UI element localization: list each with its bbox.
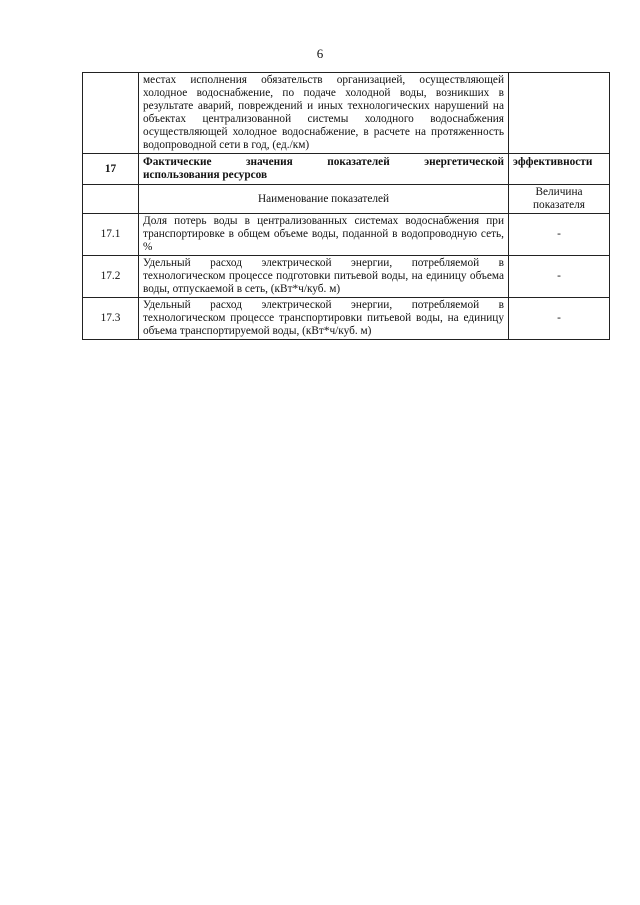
row-value: - [509,298,610,340]
row-number: 17.3 [83,298,139,340]
section-title-line1-end: эффективности [513,156,593,168]
continuation-value-cell [509,73,610,154]
continuation-row [83,73,610,154]
row-text: Удельный расход электрической энергии, потребляемой в технологическом процессе транспортировки питьевой воды, на единицу объема транспортируемой воды, (кВт*ч/куб. м) [139,298,509,340]
table-row [83,298,610,340]
section-number: 17 [83,154,139,185]
column-header-name: Наименование показателей [139,185,509,214]
section-title-line1: Фактические значения показателей энергетической [143,156,504,168]
row-text: Удельный расход электрической энергии, потребляемой в технологическом процессе подготовки питьевой воды, на единицу объема воды, отпускаемой в сеть, (кВт*ч/куб. м) [139,256,509,298]
column-header-num [83,185,139,214]
row-text: Доля потерь воды в централизованных системах водоснабжения при транспортировке в общем объеме воды, поданной в водопроводную сеть, % [139,214,509,256]
table-row [83,256,610,298]
table-row [83,214,610,256]
indicators-table [82,72,610,340]
section-title-value-cell [509,154,610,185]
column-header-value: Величина показателя [509,185,610,214]
column-header-row [83,185,610,214]
section-title-cell [139,154,509,185]
row-value: - [509,256,610,298]
row-number: 17.1 [83,214,139,256]
continuation-num-cell [83,73,139,154]
row-value: - [509,214,610,256]
row-number: 17.2 [83,256,139,298]
section-title-line2: использования ресурсов [143,169,268,181]
section-header-row [83,154,610,185]
page-number: 6 [316,46,324,61]
continuation-text: местах исполнения обязательств организацией, осуществляющей холодное водоснабжение, по подаче холодной воды, возникших в результате аварий, повреждений и иных технологических нарушений на объектах централизованной системы холодного водоснабжения осуществляющей холодное водоснабжение, в расчете на протяженность водопроводной сети в год, (ед./км) [139,73,509,154]
